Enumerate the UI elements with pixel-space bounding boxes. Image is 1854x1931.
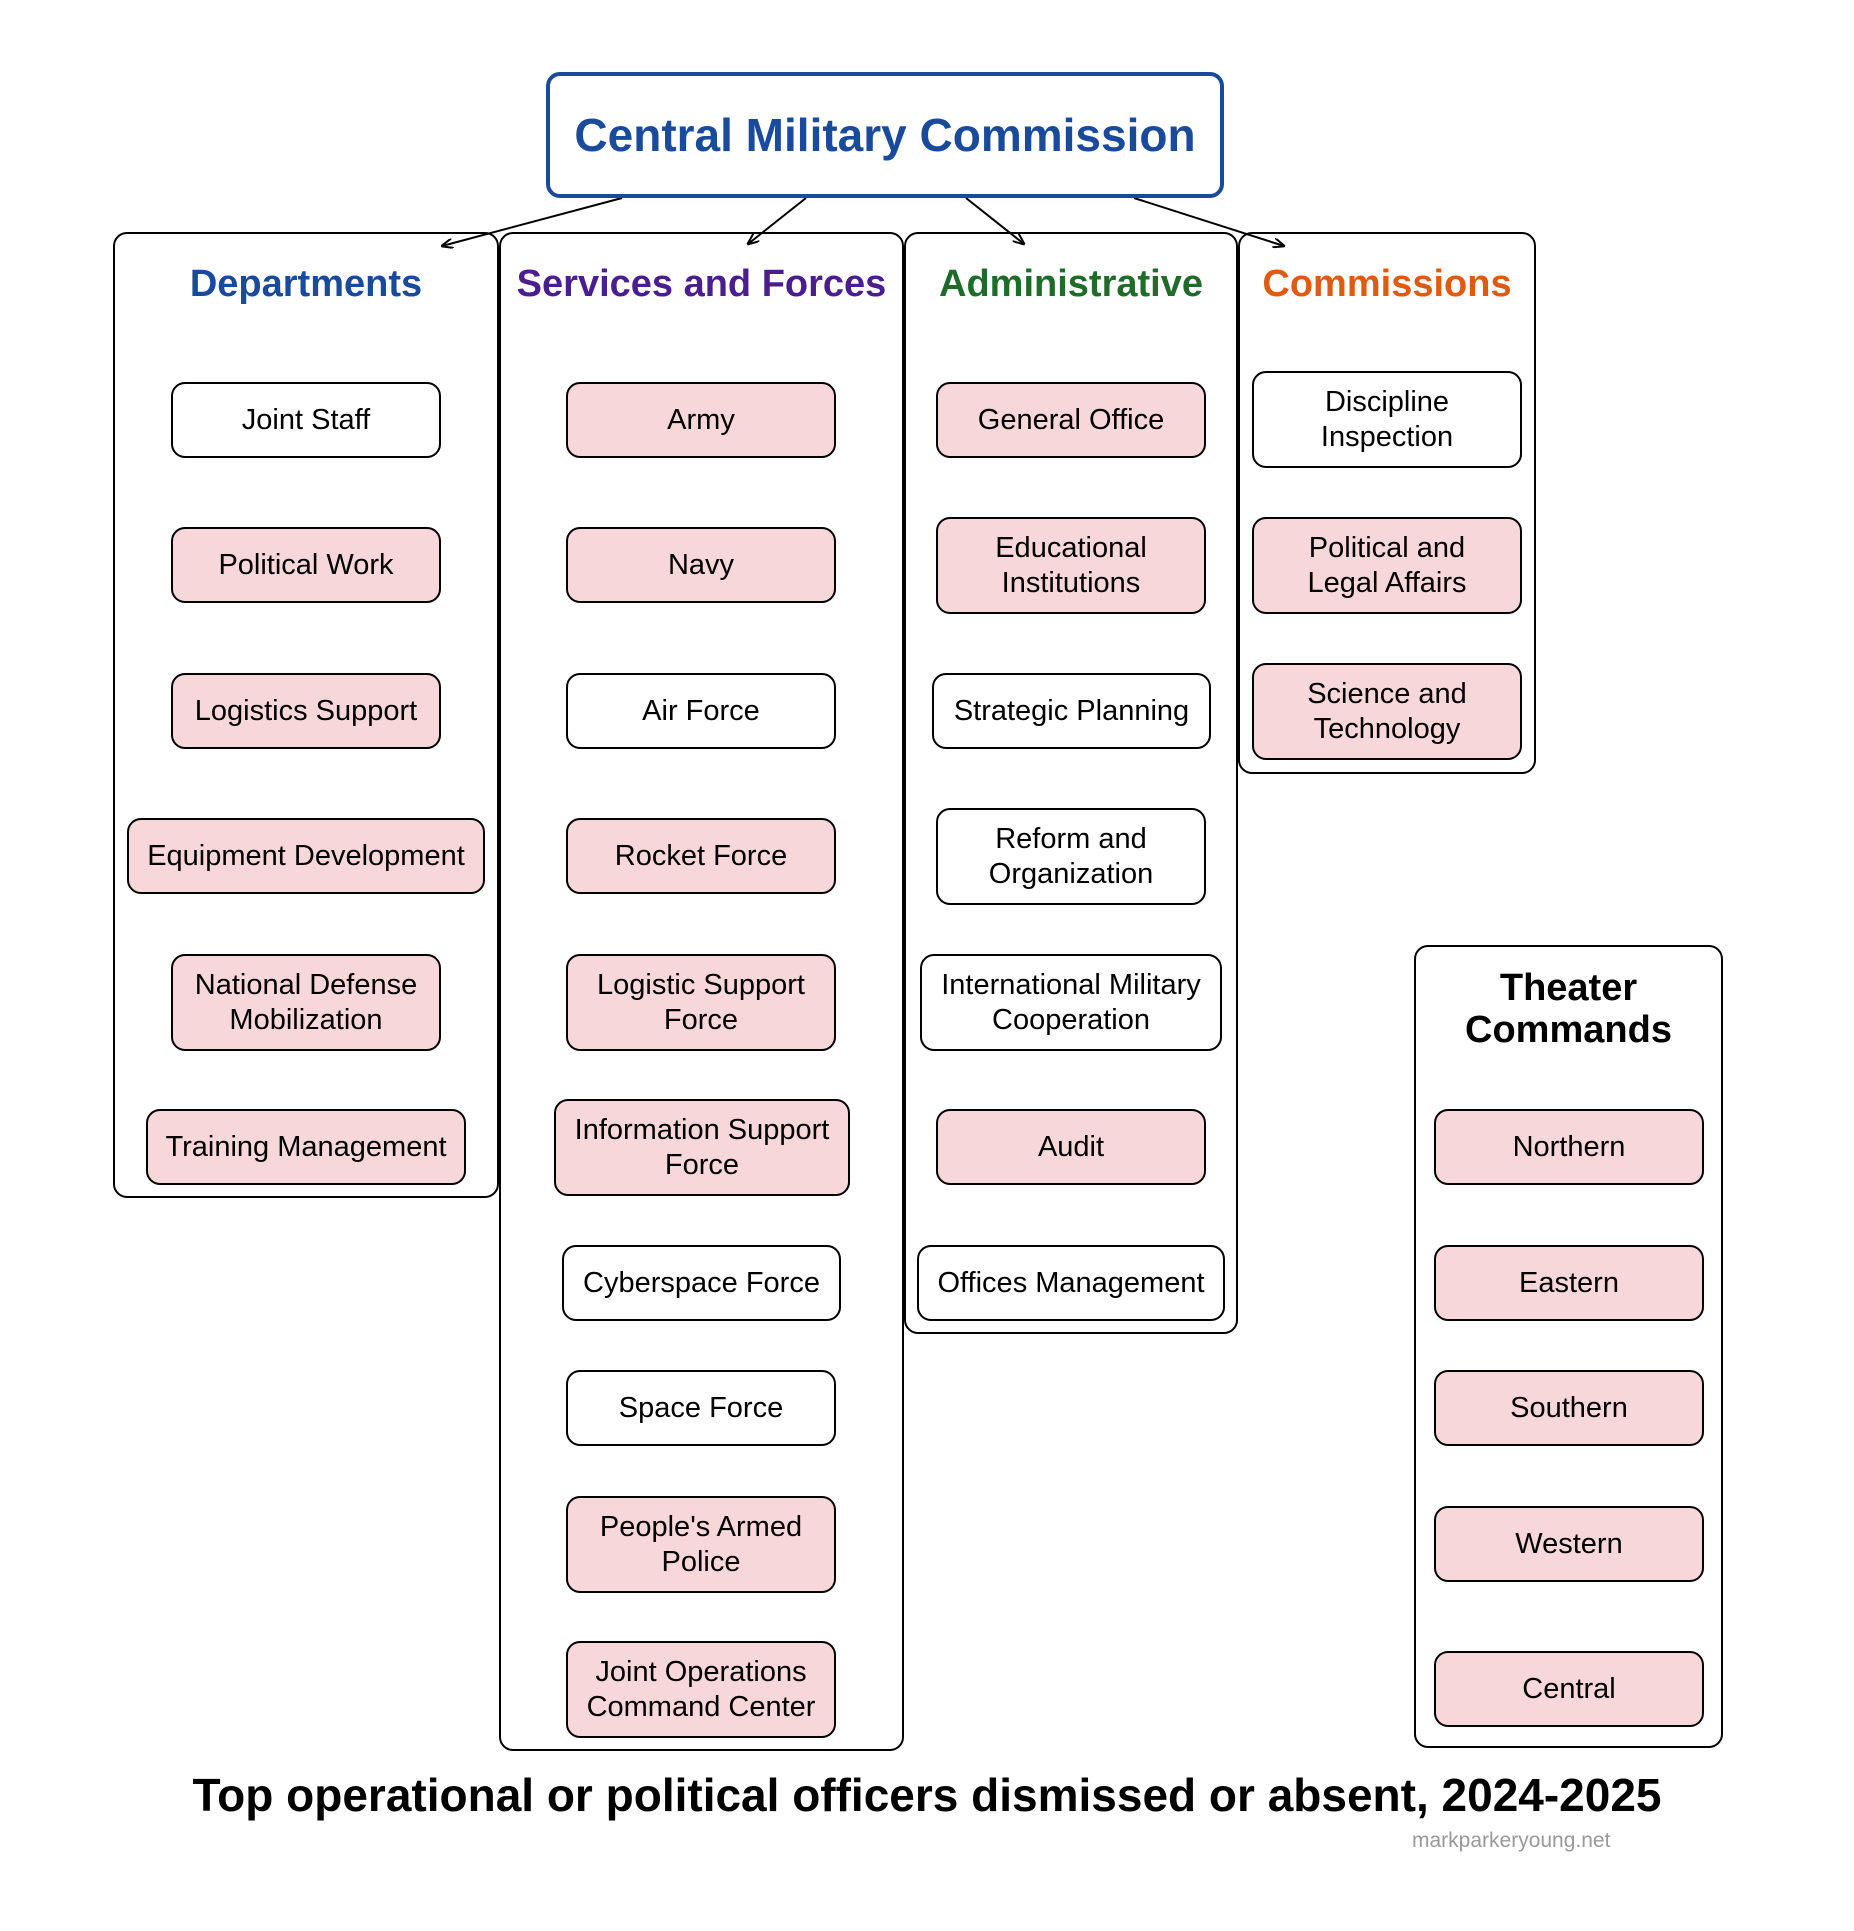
node-educational-institutions: Educational Institutions (936, 517, 1206, 614)
central-military-commission-node: Central Military Commission (546, 72, 1224, 198)
group-title-commissions: Commissions (1262, 263, 1512, 305)
node-joint-operations-command-center: Joint Operations Command Center (566, 1641, 836, 1738)
node-rocket-force: Rocket Force (566, 818, 836, 894)
node-general-office: General Office (936, 382, 1206, 458)
node-training-management: Training Management (146, 1109, 466, 1185)
node-strategic-planning: Strategic Planning (932, 673, 1211, 749)
source-credit: markparkeryoung.net (1412, 1829, 1611, 1852)
group-title-departments: Departments (189, 263, 423, 305)
node-joint-staff: Joint Staff (171, 382, 441, 458)
node-international-military-cooperation: International Military Cooperation (920, 954, 1222, 1051)
node-political-and-legal-affairs: Political and Legal Affairs (1252, 517, 1522, 614)
group-theater-commands (1414, 945, 1723, 1748)
node-political-work: Political Work (171, 527, 441, 603)
node-southern: Southern (1434, 1370, 1704, 1446)
node-air-force: Air Force (566, 673, 836, 749)
diagram-caption: Top operational or political officers dismissed or absent, 2024-2025 (192, 1769, 1662, 1821)
node-space-force: Space Force (566, 1370, 836, 1446)
node-audit: Audit (936, 1109, 1206, 1185)
node-peoples-armed-police: People's Armed Police (566, 1496, 836, 1593)
group-title-services-and-forces: Services and Forces (516, 263, 887, 305)
node-discipline-inspection: Discipline Inspection (1252, 371, 1522, 468)
node-equipment-development: Equipment Development (127, 818, 485, 894)
node-offices-management: Offices Management (917, 1245, 1225, 1321)
node-western: Western (1434, 1506, 1704, 1582)
node-logistics-support: Logistics Support (171, 673, 441, 749)
node-science-and-technology: Science and Technology (1252, 663, 1522, 760)
group-title-administrative: Administrative (939, 263, 1203, 305)
node-logistic-support-force: Logistic Support Force (566, 954, 836, 1051)
node-national-defense-mobilization: National Defense Mobilization (171, 954, 441, 1051)
node-central: Central (1434, 1651, 1704, 1727)
node-reform-and-organization: Reform and Organization (936, 808, 1206, 905)
node-northern: Northern (1434, 1109, 1704, 1185)
node-navy: Navy (566, 527, 836, 603)
node-cyberspace-force: Cyberspace Force (562, 1245, 841, 1321)
node-army: Army (566, 382, 836, 458)
node-eastern: Eastern (1434, 1245, 1704, 1321)
node-information-support-force: Information Support Force (554, 1099, 850, 1196)
group-title-theater-commands: Theater Commands (1465, 967, 1672, 1051)
